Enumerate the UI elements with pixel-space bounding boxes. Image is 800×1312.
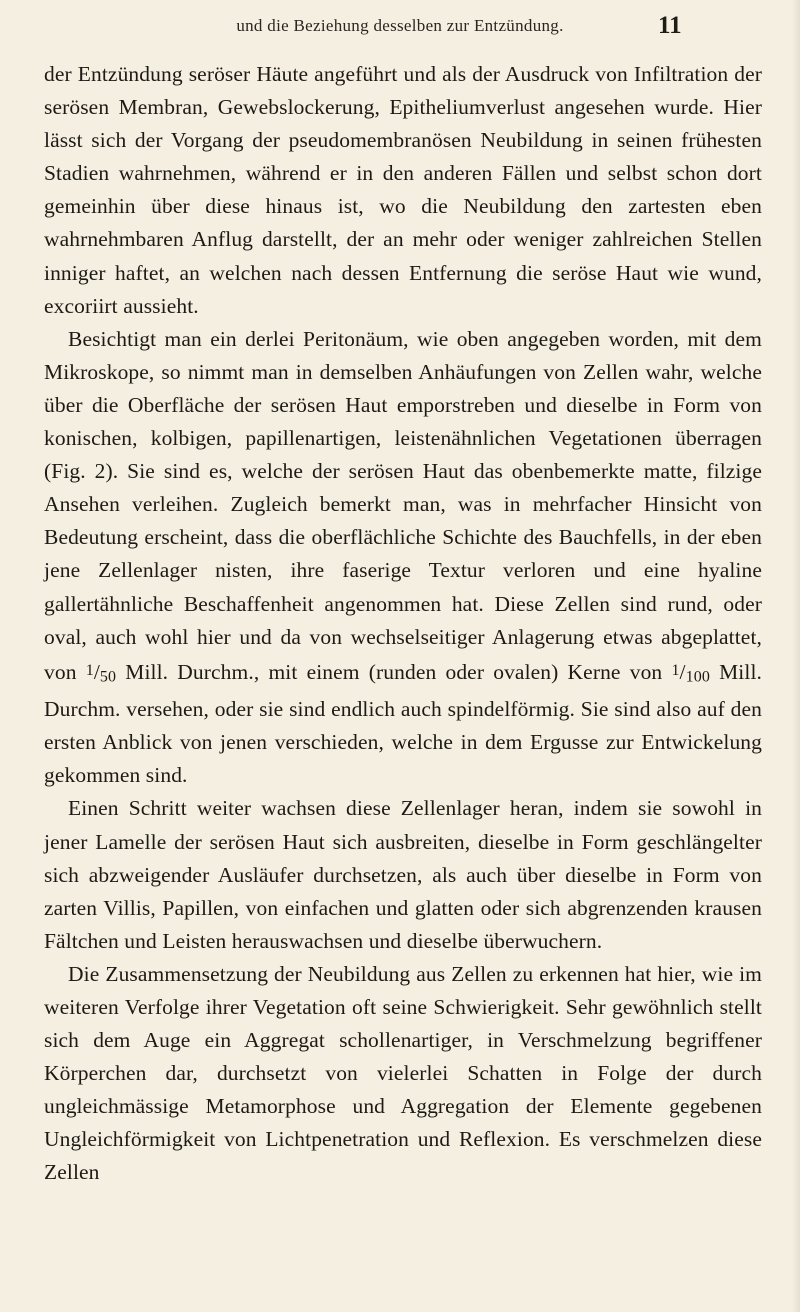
paragraph-microscope xyxy=(44,323,762,793)
paragraph-text-part: Besichtigt man ein derlei Peritonäum, wie oben angegeben worden, mit dem Mikroskope, so nimmt man in demselben Anhäufungen von Zellen wahr, welche über die Oberfläche der serösen Haut emporstreben und dieselbe in Form von konischen, kolbigen, papillenartigen, leistenähnlichen Vegetationen überragen (Fig. 2). Sie sind es, welche der serösen Haut das obenbemerkte matte, filzige Ansehen verleihen. Zugleich bemerkt man, was in mehrfacher Hinsicht von Bedeutung erscheint, dass die oberflächliche Schichte des Bauchfells, in der eben jene Zellenlager nisten, ihre faserige Textur verloren und eine hyaline gallertähnliche Beschaffenheit angenommen hat. Diese Zellen sind rund, oder oval, auch wohl hier und da von wechselseitiger Anlagerung etwas abgeplattet, von xyxy=(44,326,762,684)
page-edge-shadow xyxy=(792,0,800,1312)
fraction-numerator: 1 xyxy=(85,661,94,679)
paragraph-continued: der Entzündung seröser Häute angeführt und als der Ausdruck von Infiltration der serösen Membran, Gewebslockerung, Epitheliumverlust angesehen wurde. Hier lässt sich der Vorgang der pseudomembranösen Neubildung in seinen frühesten Stadien wahrnehmen, während er in den anderen Fällen und selbst schon dort gemeinhin über diese hinaus ist, wo die Neubildung den zartesten eben wahrnehmbaren Anflug darstellt, der an mehr oder weniger zahlreichen Stellen inniger haftet, an welchen nach dessen Entfernung die seröse Haut wie wund, excoriirt aussieht. xyxy=(44,62,762,318)
fraction-denominator: 50 xyxy=(99,668,117,686)
running-header xyxy=(0,12,800,40)
paragraph-composition: Die Zusammensetzung der Neubildung aus Zellen zu erkennen hat hier, wie im weiteren Verfolge ihrer Vegetation oft seine Schwierigkeit. Sehr gewöhnlich stellt sich dem Auge ein Aggregat schollenartiger, in Verschmelzung begriffener Körperchen dar, durchsetzt von vielerlei Schatten in Folge der durch ungleichmässige Metamorphose und Aggregation der Elemente gegebenen Ungleichförmigkeit von Lichtpenetration und Reflexion. Es verschmelzen diese Zellen xyxy=(44,961,762,1185)
fraction-numerator: 1 xyxy=(671,661,680,679)
fraction-denominator: 100 xyxy=(685,668,710,686)
body-text xyxy=(44,58,762,1190)
running-title: und die Beziehung desselben zur Entzündung. xyxy=(236,16,564,35)
paragraph-growth: Einen Schritt weiter wachsen diese Zellenlager heran, indem sie sowohl in jener Lamelle der serösen Haut sich ausbreiten, dieselbe in Form geschlängelter sich abzweigender Ausläufer durchsetzen, als auch über dieselbe in Form von zarten Villis, Papillen, von einfachen und glatten oder sich abgrenzenden krausen Fältchen und Leisten herauswachsen und dieselbe überwuchern. xyxy=(44,796,762,953)
fraction-cell-size: 1/50 xyxy=(85,659,117,686)
paragraph-text-part: Mill. Durchm. versehen, oder sie sind endlich auch spindelförmig. Sie sind also auf den ersten Anblick von jenen verschieden, welche in dem Ergusse zur Entwickelung gekommen sind. xyxy=(44,659,763,788)
fraction-nucleus-size: 1/100 xyxy=(671,659,710,686)
page-number: 11 xyxy=(658,12,682,39)
paragraph-text-part: Mill. Durchm., mit einem (runden oder ovalen) Kerne von xyxy=(116,659,672,684)
